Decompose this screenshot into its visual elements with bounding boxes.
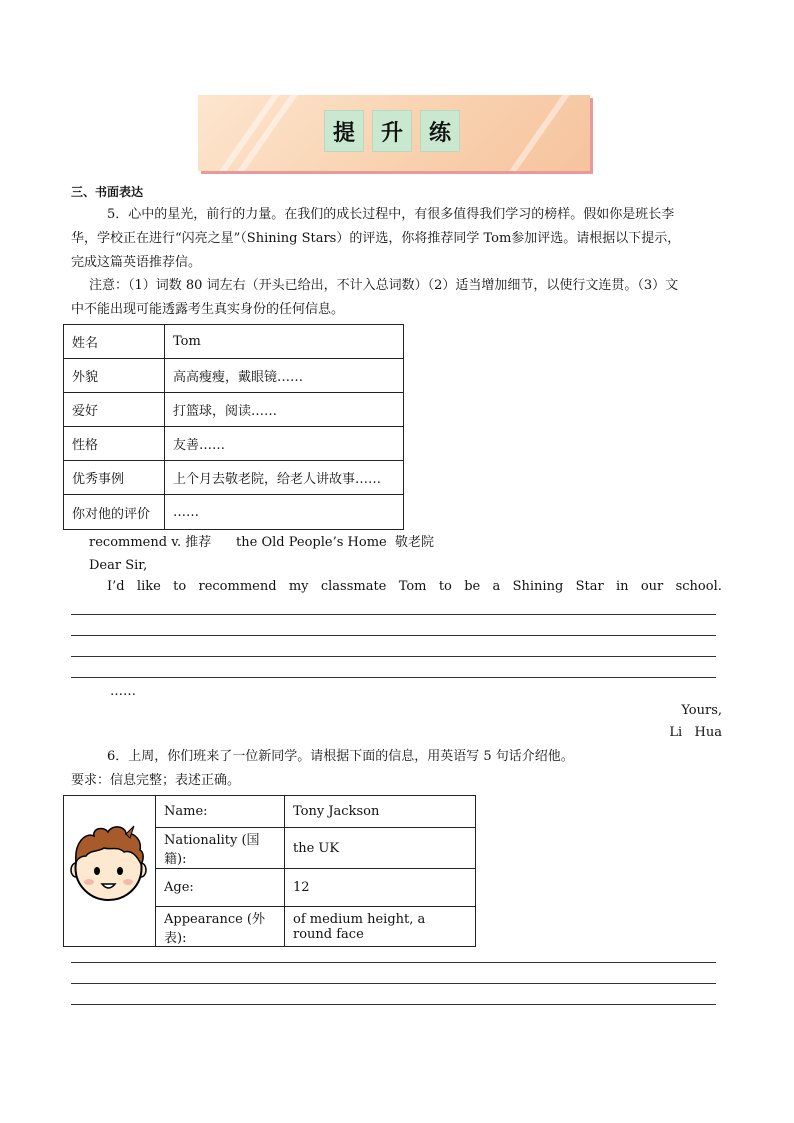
table-label-cell: Nationality (国籍): — [156, 828, 285, 869]
q6-intro: 6．上周，你们班来了一位新同学。请根据下面的信息，用英语写 5 句话介绍他。 — [107, 749, 574, 764]
banner-char: 练 — [420, 110, 460, 152]
table-value-cell: 高高瘦瘦，戴眼镜…… — [165, 359, 404, 393]
table-row — [64, 393, 404, 427]
q5-note-line-2: 中不能出现可能透露考生真实身份的任何信息。 — [71, 302, 345, 317]
table-label-cell: Appearance (外表): — [156, 907, 285, 947]
section-banner — [198, 95, 590, 171]
table-value-cell: …… — [165, 495, 404, 530]
table-label-cell: 你对他的评价 — [64, 495, 165, 530]
banner-char: 提 — [324, 110, 364, 152]
student-avatar-cell — [63, 795, 156, 947]
word: Shining — [512, 579, 564, 594]
word: like — [136, 579, 161, 594]
q5-intro-line-1: 5．心中的星光，前行的力量。在我们的成长过程中，有很多值得我们学习的榜样。假如你是班长李 — [107, 207, 675, 222]
q5-note-line-1: 注意：（1）词数 80 词左右（开头已给出，不计入总词数）（2）适当增加细节，以使行文连贯。（3）文 — [89, 278, 679, 293]
writing-line[interactable] — [71, 656, 716, 657]
letter-ellipsis: …… — [110, 684, 136, 699]
writing-line[interactable] — [71, 677, 716, 678]
table-label-cell: Name: — [156, 796, 285, 828]
table-row — [64, 427, 404, 461]
letter-closing: Yours, — [681, 703, 722, 718]
banner-char: 升 — [372, 110, 412, 152]
q5-intro-line-3: 完成这篇英语推荐信。 — [71, 255, 202, 270]
q6-info-table — [155, 795, 476, 947]
q6-requirement: 要求：信息完整；表述正确。 — [71, 773, 241, 788]
table-row — [64, 359, 404, 393]
table-label-cell: 优秀事例 — [64, 461, 165, 495]
letter-greeting: Dear Sir, — [89, 558, 148, 573]
table-value-cell: 友善…… — [165, 427, 404, 461]
word: in — [616, 579, 629, 594]
q5-intro-line-2: 华，学校正在进行“闪亮之星”（Shining Stars）的评选，你将推荐同学 Tom参加评选。请根据以下提示， — [71, 231, 681, 246]
q5-info-table — [63, 324, 404, 530]
word: to — [173, 579, 187, 594]
section-title: 三、书面表达 — [71, 185, 144, 199]
table-label-cell: 性格 — [64, 427, 165, 461]
writing-line[interactable] — [71, 1004, 716, 1005]
word: Tom — [398, 579, 427, 594]
table-value-cell: 打篮球，阅读…… — [165, 393, 404, 427]
table-label-cell: 外貌 — [64, 359, 165, 393]
writing-line[interactable] — [71, 614, 716, 615]
writing-line[interactable] — [71, 635, 716, 636]
word: our — [640, 579, 664, 594]
table-row — [156, 869, 476, 907]
writing-line[interactable] — [71, 962, 716, 963]
table-label-cell: 姓名 — [64, 325, 165, 359]
word: my — [288, 579, 309, 594]
word: school. — [675, 579, 722, 594]
word: Star — [575, 579, 604, 594]
table-row — [64, 325, 404, 359]
word: a — [492, 579, 501, 594]
letter-opening-sentence — [107, 577, 722, 597]
table-value-cell: 12 — [285, 869, 476, 907]
letter-signature: Li Hua — [669, 725, 722, 740]
table-row — [156, 907, 476, 947]
boy-face-icon — [64, 796, 156, 946]
word: I’d — [107, 579, 125, 594]
writing-line[interactable] — [71, 983, 716, 984]
word: recommend — [198, 579, 277, 594]
table-label-cell: 爱好 — [64, 393, 165, 427]
table-value-cell: the UK — [285, 828, 476, 869]
table-value-cell: of medium height, a round face — [285, 907, 476, 947]
word: classmate — [320, 579, 387, 594]
word: be — [464, 579, 481, 594]
vocab-hint: recommend v. 推荐 the Old People’s Home 敬老院 — [89, 535, 434, 550]
word: to — [438, 579, 452, 594]
table-row — [156, 796, 476, 828]
table-row — [64, 495, 404, 530]
table-value-cell: Tony Jackson — [285, 796, 476, 828]
table-row — [64, 461, 404, 495]
table-row — [156, 828, 476, 869]
table-value-cell: 上个月去敬老院，给老人讲故事…… — [165, 461, 404, 495]
table-label-cell: Age: — [156, 869, 285, 907]
table-value-cell: Tom — [165, 325, 404, 359]
